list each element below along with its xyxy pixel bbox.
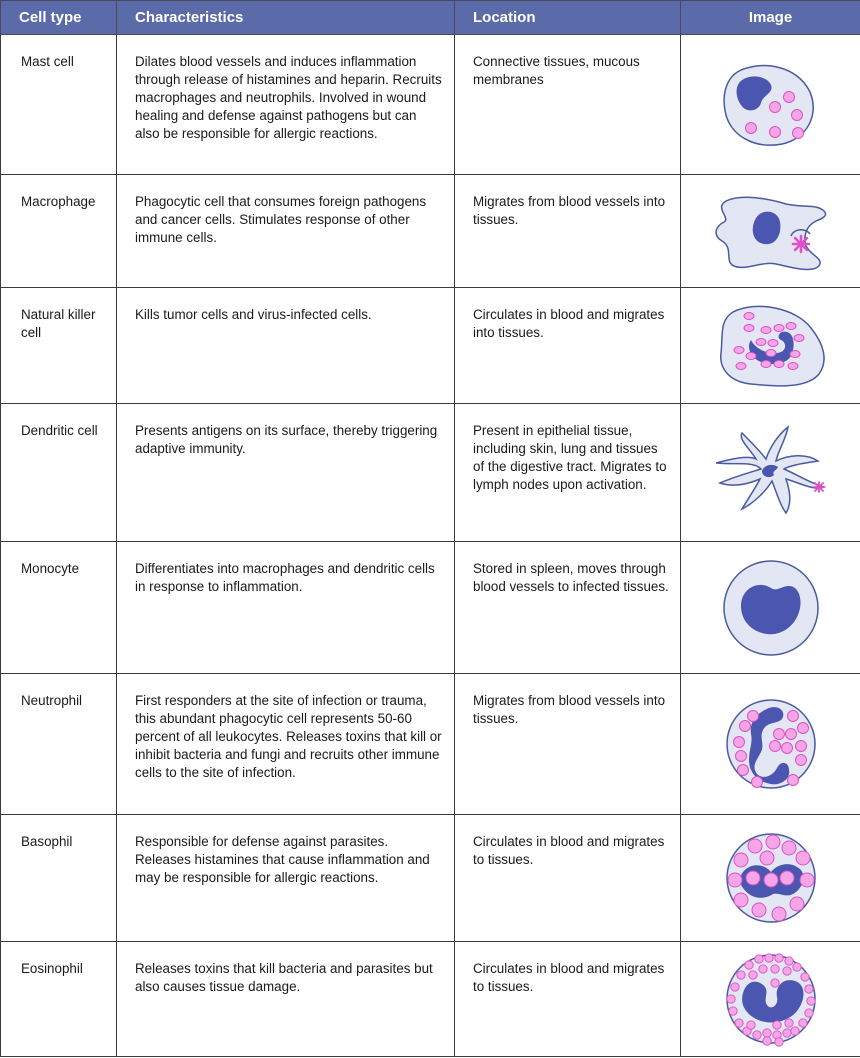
dendritic-cell-icon: [706, 425, 836, 521]
table-row: [1, 674, 860, 815]
header-cell-type: Cell type: [1, 1, 117, 35]
cell-characteristics: Presents antigens on its surface, thereby triggering adaptive immunity.: [117, 404, 455, 542]
header-characteristics: Characteristics: [117, 1, 455, 35]
cell-location: Migrates from blood vessels into tissues.: [455, 175, 681, 288]
cell-type-name: Eosinophil: [1, 942, 117, 1057]
eosinophil-icon: [721, 949, 821, 1049]
header-location: Location: [455, 1, 681, 35]
table-row: [1, 404, 860, 542]
cell-characteristics: Dilates blood vessels and induces inflammation through release of histamines and heparin. Recruits macrophages and neutrophils. Involved in wound healing and defense against pathogens but can also be responsible for allergic reactions.: [117, 35, 455, 175]
cell-location: Stored in spleen, moves through blood vessels to infected tissues.: [455, 542, 681, 674]
cell-location: Circulates in blood and migrates into tissues.: [455, 288, 681, 404]
cell-characteristics: Differentiates into macrophages and dendritic cells in response to inflammation.: [117, 542, 455, 674]
mast-cell-icon: [711, 55, 831, 155]
table-header-row: [1, 1, 860, 35]
cell-location: Circulates in blood and migrates to tissues.: [455, 815, 681, 942]
cell-type-name: Macrophage: [1, 175, 117, 288]
cell-characteristics: Responsible for defense against parasites. Releases histamines that cause inflammation and may be responsible for allergic reactions.: [117, 815, 455, 942]
monocyte-icon: [719, 556, 823, 660]
natural-killer-cell-icon: [711, 298, 831, 394]
table-row: [1, 542, 860, 674]
cell-characteristics: First responders at the site of infection or trauma, this abundant phagocytic cell represents 50-60 percent of all leukocytes. Releases toxins that kill or inhibit bacteria and fungi and recruits other immune cells to the site of infection.: [117, 674, 455, 815]
table-row: [1, 35, 860, 175]
cell-location: Connective tissues, mucous membranes: [455, 35, 681, 175]
neutrophil-icon: [721, 694, 821, 794]
cell-type-name: Natural killer cell: [1, 288, 117, 404]
cell-characteristics: Releases toxins that kill bacteria and parasites but also causes tissue damage.: [117, 942, 455, 1057]
cell-type-name: Basophil: [1, 815, 117, 942]
macrophage-icon: [706, 186, 836, 276]
cell-type-name: Dendritic cell: [1, 404, 117, 542]
cell-location: Circulates in blood and migrates to tissues.: [455, 942, 681, 1057]
table-row: [1, 288, 860, 404]
table-row: [1, 815, 860, 942]
cell-type-name: Neutrophil: [1, 674, 117, 815]
cell-characteristics: Kills tumor cells and virus-infected cells.: [117, 288, 455, 404]
cell-location: Present in epithelial tissue, including skin, lung and tissues of the digestive tract. Migrates to lymph nodes upon activation.: [455, 404, 681, 542]
basophil-icon: [721, 828, 821, 928]
cell-type-name: Monocyte: [1, 542, 117, 674]
table-row: [1, 942, 860, 1057]
cell-characteristics: Phagocytic cell that consumes foreign pathogens and cancer cells. Stimulates response of other immune cells.: [117, 175, 455, 288]
header-image: Image: [681, 1, 860, 35]
cell-location: Migrates from blood vessels into tissues.: [455, 674, 681, 815]
cell-type-name: Mast cell: [1, 35, 117, 175]
table-row: [1, 175, 860, 288]
